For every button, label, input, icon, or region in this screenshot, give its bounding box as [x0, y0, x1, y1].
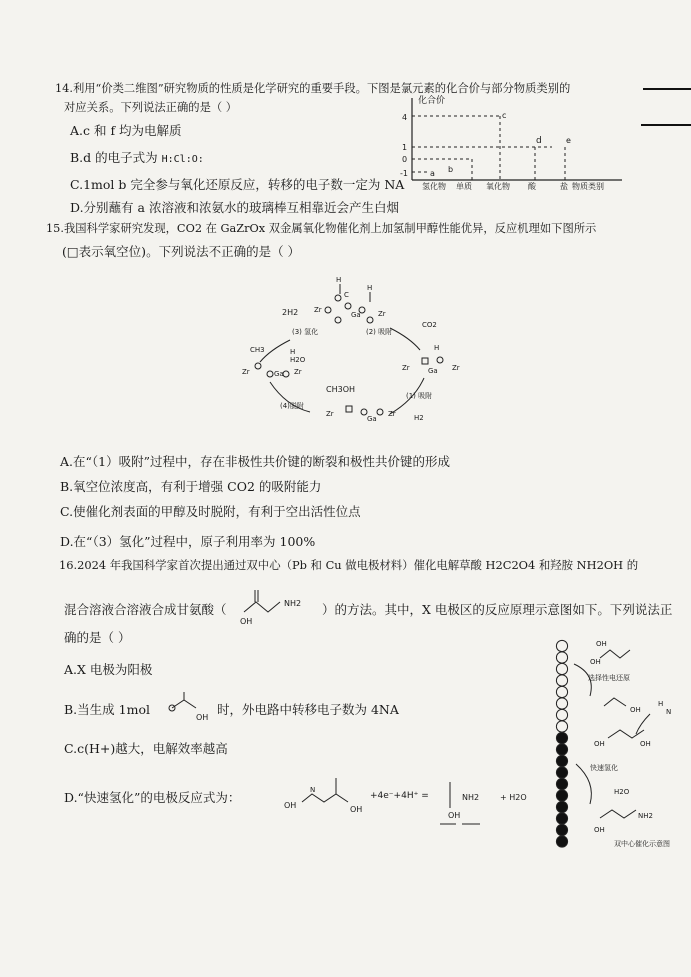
electrode-bead [556, 801, 567, 812]
diag-top-o6 [367, 317, 373, 323]
q15-option-b: B.氧空位浓度高，有利于增强 CO2 的吸附能力 [60, 479, 322, 494]
diag-left-zr1: Zr [242, 368, 250, 376]
corner-rule-top [643, 88, 691, 90]
diag-left-o1 [255, 363, 261, 369]
side-mid-oh: OH [630, 706, 641, 714]
electrode-bead [556, 755, 567, 766]
q16-option-d: D.“快速氢化”的电极反应式为： [64, 790, 241, 805]
glycine-nh2: NH2 [284, 599, 302, 608]
side-top-oh: OH [596, 640, 607, 648]
q14-valence-chart [390, 92, 630, 190]
q14-option-b [70, 150, 204, 167]
side-top-oh2: OH [590, 658, 601, 666]
q15-stem-line1: 15.我国科学家研究发现，CO2 在 GaZrOx 双金属氧化物催化剂上加氢制甲醇性能优异，反应机理如下图所示 [46, 222, 597, 235]
q14-option-b-formula: H:Cl:O: [161, 154, 204, 165]
side-h2o: H2O [614, 788, 630, 796]
electrode-bead [556, 721, 567, 732]
q16-stem-line3: 确的是（ ） [64, 630, 131, 645]
diag-top-o2 [345, 303, 351, 309]
side-label-hydrogenation: 快速氢化 [590, 764, 618, 772]
diag-top-h1: H [336, 276, 342, 284]
glycine-structure [238, 584, 324, 628]
chart-tick-4: 4 [402, 113, 408, 122]
q16-option-d-equation [280, 768, 560, 828]
side-oxime-oh2: OH [640, 740, 651, 748]
glyoxylic-oh: OH [196, 713, 209, 722]
diag-step4-label: (4)脱附 [280, 402, 304, 410]
diag-right-o1 [437, 357, 443, 363]
chart-x-label-acid: 酸 [528, 182, 536, 190]
diag-top-c: C [344, 291, 349, 299]
q16-option-c: C.c(H+)越大，电解效率越高 [64, 741, 228, 756]
electrode-bead [556, 675, 567, 686]
side-glyoxylic-chain [604, 698, 626, 706]
eq-h2o: + H2O [500, 793, 527, 802]
q16-option-b-pre: B.当生成 1mol [64, 702, 150, 717]
q16-option-a: A.X 电极为阳极 [64, 662, 153, 677]
glycine-chain [244, 602, 280, 612]
diag-top-h2: H [367, 284, 373, 292]
diag-top-complex [314, 276, 386, 323]
q15-option-c: C.使催化剂表面的甲醇及时脱附，有利于空出活性位点 [60, 504, 361, 519]
diag-arrow-step2 [390, 328, 420, 350]
diag-co2: CO2 [422, 321, 437, 329]
q15-stem-line2: (□表示氧空位)。下列说法不正确的是（ ） [62, 244, 301, 259]
diag-right-vacancy [422, 358, 428, 364]
diag-h2-right: H2 [414, 414, 424, 422]
diag-top-ga: Ga [351, 311, 361, 319]
glyoxylic-structure [168, 690, 218, 724]
electrode-bead [556, 663, 567, 674]
electrode-bead [556, 744, 567, 755]
electrode-bead [556, 640, 567, 651]
eq-right-oh: OH [448, 811, 461, 820]
q16-stem-line2-left: 混合溶液合溶液合成甘氨酸（ [64, 602, 227, 617]
electrode-bead [556, 652, 567, 663]
chart-y-title: 化合价 [418, 96, 446, 106]
diag-bottom-o2 [377, 409, 383, 415]
chart-tick-neg1: -1 [400, 169, 408, 178]
diag-h2-top: 2H2 [282, 308, 299, 317]
side-oxime-chain [608, 730, 644, 738]
q16-dual-center-diagram [540, 634, 691, 860]
q15-option-a: A.在“（1）吸附”过程中，存在非极性共价键的断裂和极性共价键的形成 [60, 454, 450, 469]
side-caption: 双中心催化示意图 [614, 840, 670, 848]
chart-point-c: c [502, 111, 507, 120]
chart-point-a: a [430, 169, 435, 178]
side-oxime-oh: OH [594, 740, 605, 748]
eq-left-chain [302, 794, 348, 802]
q14-option-d: D.分别蘸有 a 浓溶液和浓氨水的玻璃棒互相靠近会产生白烟 [70, 200, 399, 215]
electrode-bead [556, 767, 567, 778]
diag-right-zr1: Zr [402, 364, 410, 372]
diag-left-o3 [283, 371, 289, 377]
diag-top-zr-left: Zr [314, 306, 322, 314]
q15-mechanism-diagram [230, 270, 470, 440]
glycine-oh: OH [240, 617, 253, 626]
glyoxylic-chain [172, 700, 196, 708]
diag-bottom-vacancy [346, 406, 352, 412]
chart-point-b: b [448, 165, 454, 174]
side-nh2: NH2 [638, 812, 653, 820]
chart-point-e: e [566, 136, 571, 145]
diag-step1-label: (1) 吸附 [406, 392, 433, 400]
diag-top-o5 [335, 317, 341, 323]
chart-point-d: d [536, 136, 542, 146]
diag-left-o2 [267, 371, 273, 377]
diag-left-ch3: CH3 [250, 346, 265, 354]
eq-left-oh2: OH [350, 805, 363, 814]
diag-right-ga: Ga [428, 367, 438, 375]
diag-bottom-zr2: Zr [388, 410, 396, 418]
diag-right-h: H [434, 344, 440, 352]
electrode-bead [556, 698, 567, 709]
diag-bottom-zr1: Zr [326, 410, 334, 418]
chart-x-label-hydride: 氢化物 [422, 182, 446, 190]
diag-left-h: H [290, 348, 296, 356]
diag-top-o4 [325, 307, 331, 313]
diag-right-zr2: Zr [452, 364, 460, 372]
diag-left-h2o: H2O [290, 356, 306, 364]
diag-bottom-ga: Ga [367, 415, 377, 423]
diag-step2-label: (2) 吸附 [366, 328, 393, 336]
eq-middle: +4e⁻+4H⁺ = [370, 791, 429, 801]
q14-option-b-text: B.d 的电子式为 [70, 150, 158, 165]
electrode-bead [556, 778, 567, 789]
q16-option-b-post: 时，外电路中转移电子数为 4NA [217, 702, 399, 717]
electrode-bead [556, 813, 567, 824]
electrode-bead [556, 790, 567, 801]
diag-top-zr-right: Zr [378, 310, 386, 318]
electrode-bead [556, 709, 567, 720]
q15-option-d: D.在“（3）氢化”过程中，原子利用率为 100% [60, 534, 316, 549]
diag-left-zr2: Zr [294, 368, 302, 376]
electrode-bead [556, 836, 567, 847]
q14-stem-line2: 对应关系。下列说法正确的是（ ） [64, 101, 238, 114]
side-glycine-chain [600, 810, 636, 818]
diag-bottom-complex [326, 406, 396, 423]
diag-left-ga: Ga [274, 370, 284, 378]
q16-stem-line1: 16.2024 年我国科学家首次提出通过双中心（Pb 和 Cu 做电极材料）催化电解草酸 H2C2O4 和羟胺 NH2OH 的 [59, 558, 639, 572]
electrode-bead-chain [556, 640, 567, 847]
corner-rule-bottom [641, 124, 691, 126]
side-oxalic-chain [600, 650, 630, 658]
q14-option-a: A.c 和 f 均为电解质 [70, 123, 182, 138]
q14-stem-line1: 14.利用“价类二维图”研究物质的性质是化学研究的重要手段。下图是氯元素的化合价与部分物质类别的 [55, 82, 571, 95]
q16-stem-line2-right: ）的方法。其中，X 电极区的反应原理示意图如下。下列说法正 [322, 602, 673, 617]
diag-right-complex [402, 344, 460, 375]
side-h: H [658, 700, 664, 708]
chart-x-title: 物质类别 [572, 182, 604, 190]
eq-left-n: N [310, 786, 316, 794]
side-label-reduction: 选择性电还原 [588, 674, 630, 682]
electrode-bead [556, 686, 567, 697]
chart-tick-1: 1 [402, 143, 408, 152]
diag-step3-label: (3) 氢化 [292, 328, 319, 336]
chart-tick-0: 0 [402, 155, 408, 164]
electrode-bead [556, 824, 567, 835]
chart-x-label-oxide: 氧化物 [486, 182, 510, 190]
diag-top-o1 [335, 295, 341, 301]
diag-ch3oh: CH3OH [326, 385, 356, 394]
eq-right-nh2: NH2 [462, 793, 480, 802]
chart-x-label-element: 单质 [456, 182, 472, 190]
side-glycine-oh: OH [594, 826, 605, 834]
eq-left-oh: OH [284, 801, 297, 810]
q14-option-c: C.1mol b 完全参与氧化还原反应，转移的电子数一定为 NA [70, 177, 405, 192]
chart-x-label-salt: 盐 [560, 182, 568, 190]
electrode-bead [556, 732, 567, 743]
side-n: N [666, 708, 672, 716]
diag-left-complex [242, 346, 306, 378]
